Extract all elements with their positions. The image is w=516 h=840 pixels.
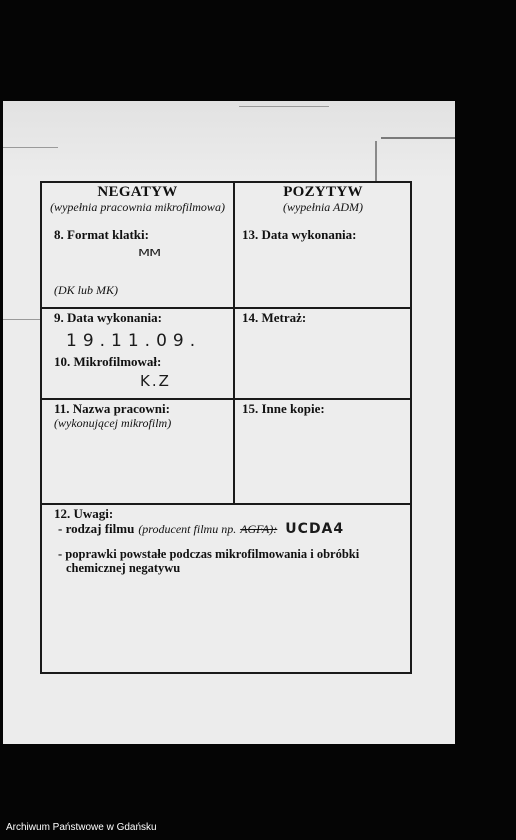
scan-streak [3,147,58,148]
field-9-label: 9. Data wykonania: [54,310,162,325]
field-12-item-1 [58,520,344,538]
field-11-label: 11. Nazwa pracowni: [54,401,170,416]
scan-streak [3,319,43,320]
field-15-label: 15. Inne kopie: [242,401,325,416]
item-1-label: - rodzaj filmu [58,521,135,536]
field-13-label: 13. Data wykonania: [242,227,357,242]
footer-archive-name: Archiwum Państwowe w Gdańsku [6,822,157,833]
scan-streak [381,137,455,139]
field-12-label: 12. Uwagi: [54,506,114,521]
negatyw-title: NEGATYW [97,184,178,200]
pozytyw-title: POZYTYW [283,184,363,200]
row-divider [42,398,410,400]
negatyw-header [42,183,233,215]
field-14-label: 14. Metraż: [242,310,307,325]
field-12-item-2-line-2: chemicznej negatywu [66,561,181,575]
field-8-value: MM [138,247,161,259]
field-11-note: (wykonującej mikrofilm) [54,416,172,430]
negatyw-subtitle: (wypełnia pracownia mikrofilmowa) [50,200,225,214]
field-10-value: K.Z [140,372,171,390]
field-12-item-2-line-1: - poprawki powstałe podczas mikrofilmowania i obróbki [58,547,360,561]
item-1-value: UCDA4 [285,521,345,537]
scan-streak [239,106,329,107]
field-9-value: 19.11.09. [66,331,202,351]
field-8-note: (DK lub MK) [54,283,118,297]
row-divider [42,307,410,309]
column-divider [233,183,235,504]
pozytyw-subtitle: (wypełnia ADM) [282,200,364,214]
pozytyw-header [234,183,412,215]
field-8-label: 8. Format klatki: [54,227,149,242]
item-1-note: (producent filmu np. [138,522,237,536]
row-divider [42,503,410,505]
microfilm-form [40,181,412,674]
item-1-struck: AGFA): [240,522,278,536]
field-10-label: 10. Mikrofilmował: [54,354,162,369]
